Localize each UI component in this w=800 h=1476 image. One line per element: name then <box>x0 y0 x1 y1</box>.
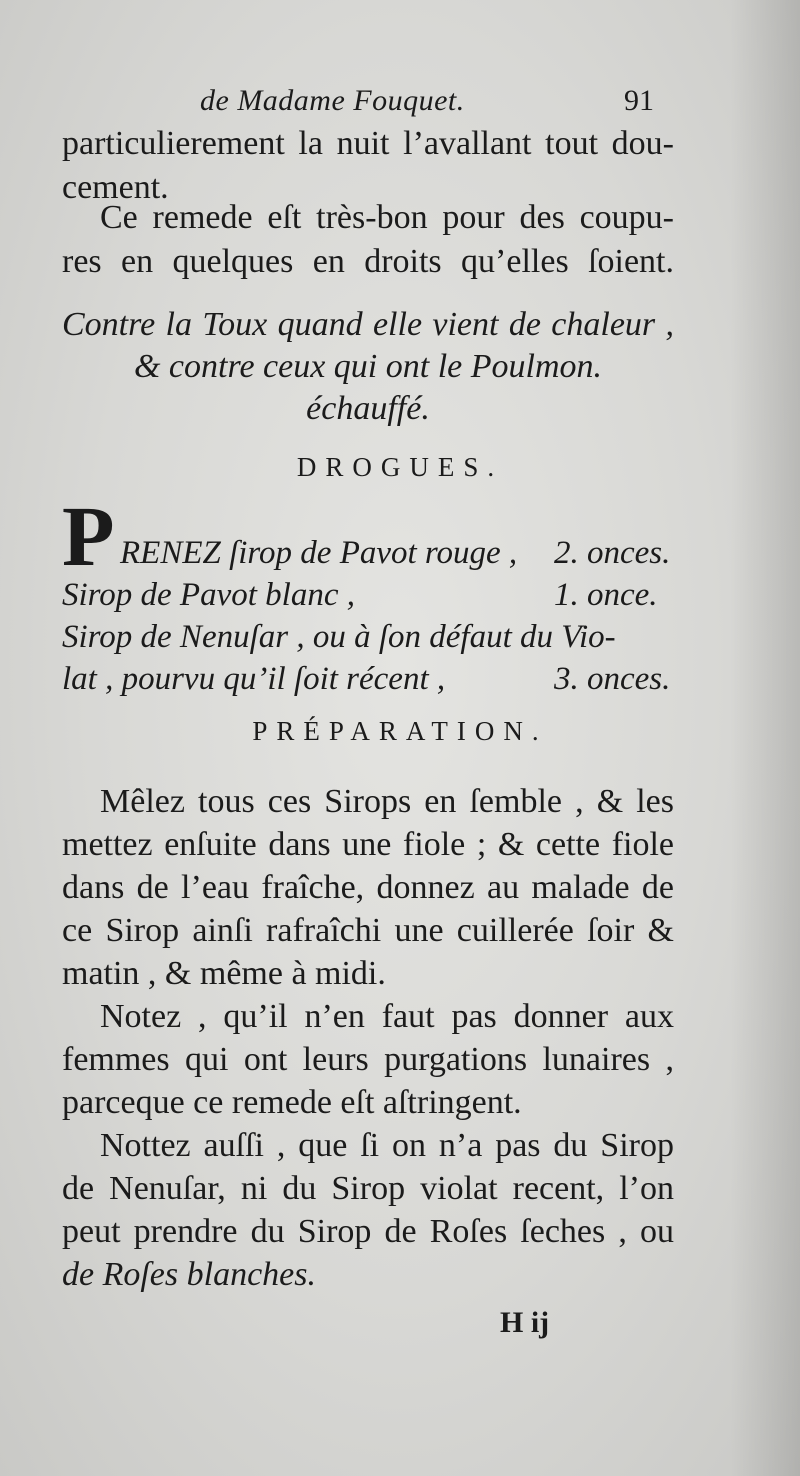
recipe-item-text: Sirop de Pavot blanc , <box>62 577 355 613</box>
text-line: cement. <box>62 169 169 206</box>
text-line: de Roſes blanches. <box>62 1256 316 1293</box>
drop-cap: P <box>62 488 115 584</box>
recipe-item-qty: 3. onces. <box>554 661 671 697</box>
recipe-item <box>62 658 674 700</box>
recipe-item-qty: 1. once. <box>554 577 658 613</box>
text-line: Nottez auſſi , que ſi on n’a pas du Sirop <box>100 1127 674 1164</box>
heading-line: échauffé. <box>306 390 430 427</box>
remede-paragraph <box>62 196 674 284</box>
text-line: femmes qui ont leurs purgations lunaires , <box>62 1041 674 1078</box>
recipe-list <box>62 488 674 700</box>
page-header <box>0 84 800 124</box>
drogues-heading: DROGUES. <box>296 452 504 482</box>
recipe-item-text: RENEZ ſirop de Pavot rouge , <box>120 535 518 571</box>
preparation-heading: PRÉPARATION. <box>252 716 548 746</box>
heading-line: & contre ceux qui ont le Poulmon. <box>133 348 602 385</box>
text-line: dans de l’eau fraîche, donnez au malade de <box>62 869 674 906</box>
text-line: parceque ce remede eſt aſtringent. <box>62 1084 522 1121</box>
text-line: Mêlez tous ces Sirops en ſemble , & les <box>100 783 674 820</box>
recipe-item-text: lat , pourvu qu’il ſoit récent , <box>62 661 446 697</box>
text-line: Notez , qu’il n’en faut pas donner aux <box>100 998 674 1035</box>
text-line: de Nenuſar, ni du Sirop violat recent, l’on <box>62 1170 674 1207</box>
recipe-item <box>62 616 674 658</box>
heading-line: Contre la Toux quand elle vient de chaleur , <box>62 306 674 343</box>
text-line: matin , & même à midi. <box>62 955 386 992</box>
text-line: mettez enſuite dans une fiole ; & cette fiole <box>62 826 674 863</box>
recipe-item <box>62 532 674 574</box>
text-line: peut prendre du Sirop de Roſes ſeches , ou <box>62 1213 674 1250</box>
text-line: particulierement la nuit l’avallant tout dou- <box>62 125 674 162</box>
recipe-item-qty: 2. onces. <box>554 535 671 571</box>
signature-mark: H ij <box>500 1306 550 1339</box>
text-line: ce Sirop ainſi rafraîchi une cuillerée ſoir & <box>62 912 674 949</box>
recipe-item <box>62 574 674 616</box>
running-title: de Madame Fouquet. <box>200 84 465 117</box>
section-heading <box>62 304 674 430</box>
page-number: 91 <box>624 84 654 117</box>
text-line: Ce remede eſt très-bon pour des coupu- <box>100 199 674 236</box>
recipe-item-text: Sirop de Nenuſar , ou à ſon défaut du Vio- <box>62 619 616 655</box>
preparation-text <box>62 780 674 1296</box>
text-line: res en quelques en droits qu’elles ſoient. <box>62 243 674 280</box>
